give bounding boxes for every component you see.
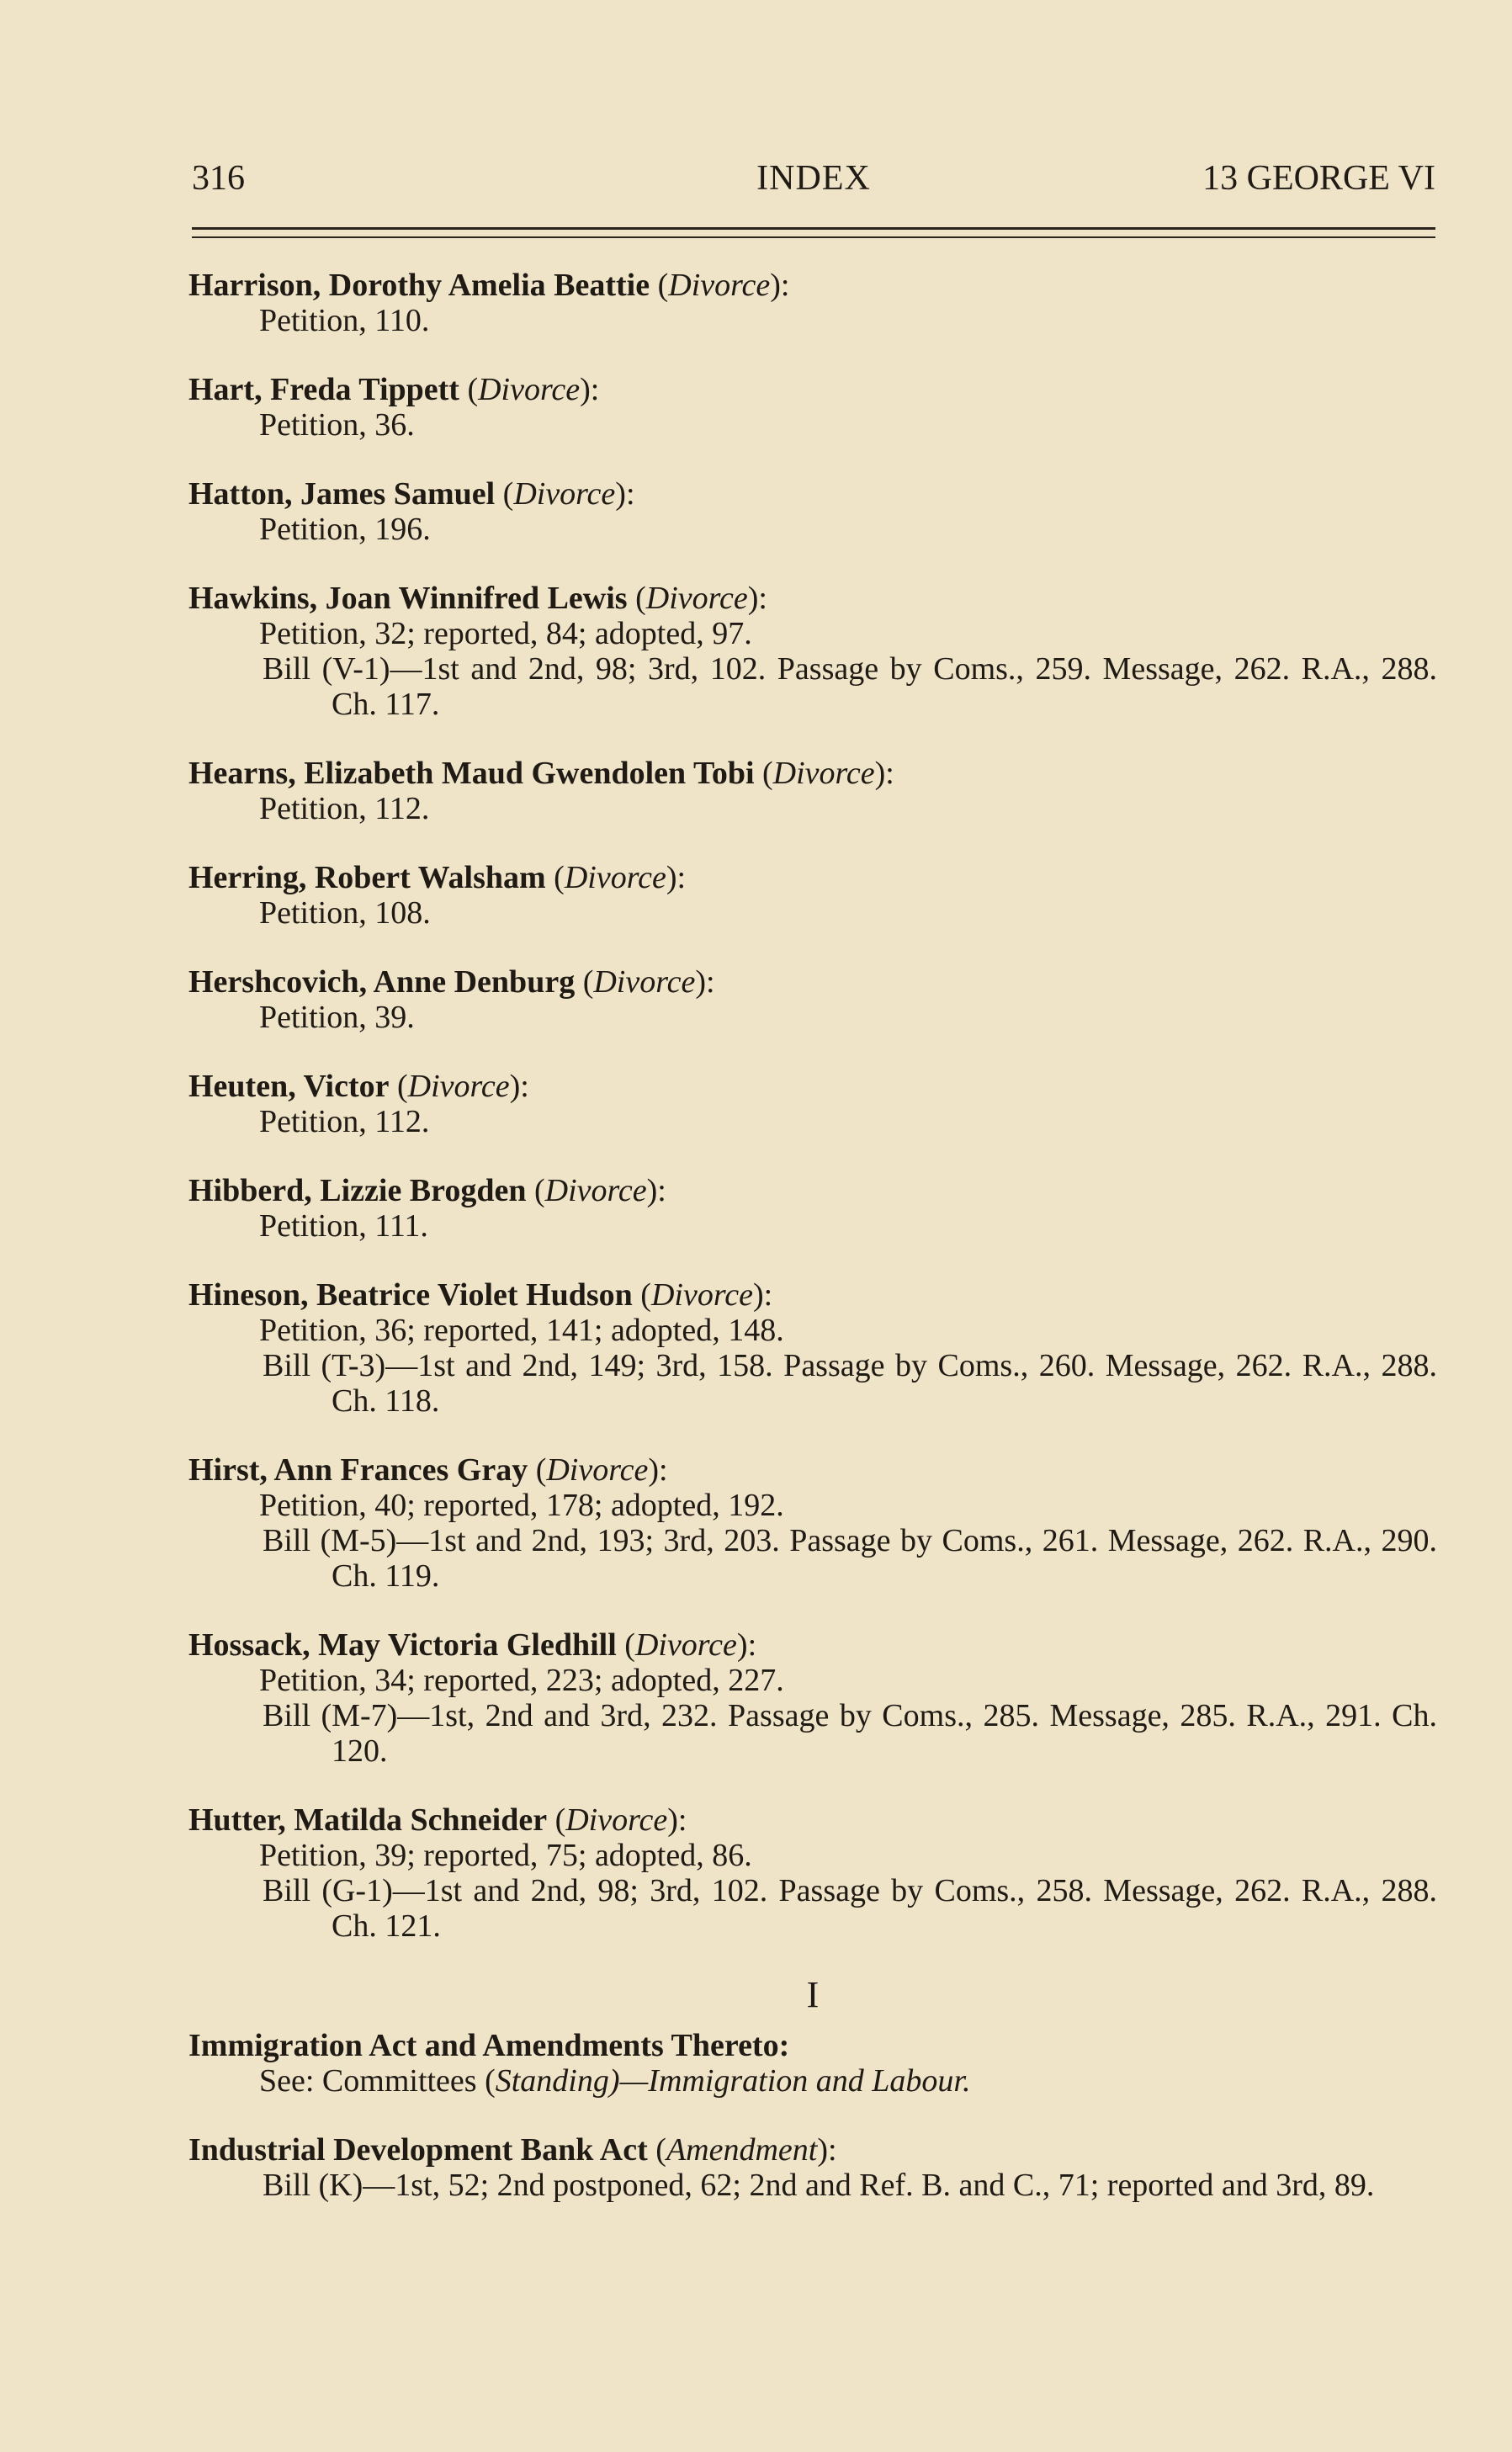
see-rest: )—Immigration and Labour. xyxy=(608,2063,971,2099)
index-entry: Hawkins, Joan Winnifred Lewis (Divorce): Petition, 32; reported, 84; adopted, 97. Bill (V-1)—1st and 2nd, 98; 3rd, 102. Passage by Coms., 259. Message, 262. R.A., 288. Ch. 117. xyxy=(188,581,1437,722)
entry-petition: Petition, 112. xyxy=(259,1104,430,1139)
entry-bill: Bill (T-3)—1st and 2nd, 149; 3rd, 158. Passage by Coms., 260. Message, 262. R.A., 288. Ch. 118. xyxy=(263,1348,1437,1419)
entry-petition: Petition, 34; reported, 223; adopted, 227. xyxy=(259,1663,784,1698)
entry-bill: Bill (M-5)—1st and 2nd, 193; 3rd, 203. Passage by Coms., 261. Message, 262. R.A., 290. Ch. 119. xyxy=(263,1523,1437,1594)
entry-category: Divorce xyxy=(593,964,696,1000)
entry-category: Divorce xyxy=(565,1802,668,1838)
entry-name: Heuten, Victor xyxy=(188,1069,390,1104)
entry-petition: Petition, 108. xyxy=(259,895,431,931)
section-letter: I xyxy=(806,1974,820,2015)
entry-see xyxy=(188,2063,1437,2099)
entry-category: Amendment xyxy=(666,2132,818,2168)
entry-name: Harrison, Dorothy Amelia Beattie xyxy=(188,268,650,303)
see-standing: Standing xyxy=(495,2063,609,2099)
entry-petition: Petition, 39; reported, 75; adopted, 86. xyxy=(259,1838,752,1873)
index-entry: Harrison, Dorothy Amelia Beattie (Divorce): Petition, 110. xyxy=(188,268,1437,338)
entry-bill: Bill (G-1)—1st and 2nd, 98; 3rd, 102. Passage by Coms., 258. Message, 262. R.A., 288. Ch. 121. xyxy=(263,1873,1437,1944)
entry-name: Hershcovich, Anne Denburg xyxy=(188,964,576,1000)
entry-bill: Bill (M-7)—1st, 2nd and 3rd, 232. Passage by Coms., 285. Message, 285. R.A., 291. Ch. 120. xyxy=(263,1698,1437,1769)
entry-category: Divorce xyxy=(513,476,616,512)
index-entry: Hirst, Ann Frances Gray (Divorce): Petition, 40; reported, 178; adopted, 192. Bill (M-5)—1st and 2nd, 193; 3rd, 203. Passage by Coms., 261. Message, 262. R.A., 290. Ch. 119. xyxy=(188,1452,1437,1594)
index-entry: Hershcovich, Anne Denburg (Divorce): Petition, 39. xyxy=(188,964,1437,1035)
entry-name: Hibberd, Lizzie Brogden xyxy=(188,1173,527,1208)
page-header xyxy=(192,158,1435,209)
index-content xyxy=(188,268,1437,2237)
entry-category: Divorce xyxy=(650,1277,753,1313)
see-prefix: See: Committees ( xyxy=(259,2063,496,2099)
index-entry: Hineson, Beatrice Violet Hudson (Divorce): Petition, 36; reported, 141; adopted, 148. Bill (T-3)—1st and 2nd, 149; 3rd, 158. Passage by Coms., 260. Message, 262. R.A., 288. Ch. 118. xyxy=(188,1277,1437,1419)
entry-name: Hossack, May Victoria Gledhill xyxy=(188,1627,617,1663)
entry-bill: Bill (V-1)—1st and 2nd, 98; 3rd, 102. Passage by Coms., 259. Message, 262. R.A., 288. Ch. 117. xyxy=(263,651,1437,722)
entry-category: Divorce xyxy=(544,1173,647,1208)
entry-petition: Petition, 32; reported, 84; adopted, 97. xyxy=(259,616,752,651)
index-entry: Hatton, James Samuel (Divorce): Petition, 196. xyxy=(188,476,1437,547)
index-entry: Hutter, Matilda Schneider (Divorce): Petition, 39; reported, 75; adopted, 86. Bill (G-1)—1st and 2nd, 98; 3rd, 102. Passage by Coms., 258. Message, 262. R.A., 288. Ch. 121. xyxy=(188,1802,1437,1944)
entry-petition: Petition, 36; reported, 141; adopted, 148. xyxy=(259,1313,784,1348)
index-entry: Industrial Development Bank Act (Amendment): Bill (K)—1st, 52; 2nd postponed, 62; 2nd and Ref. B. and C., 71; reported and 3rd, 89. xyxy=(188,2132,1437,2203)
entry-name: Immigration Act and Amendments Thereto: xyxy=(188,2028,790,2063)
index-entry: Heuten, Victor (Divorce): Petition, 112. xyxy=(188,1069,1437,1139)
index-entry xyxy=(188,2028,1437,2099)
page-title: INDEX xyxy=(756,159,871,198)
entry-petition: Petition, 111. xyxy=(259,1208,428,1244)
entry-category: Divorce xyxy=(546,1452,649,1488)
entry-category: Divorce xyxy=(564,860,666,895)
entry-category: Divorce xyxy=(634,1627,737,1663)
entry-name: Hutter, Matilda Schneider xyxy=(188,1802,548,1838)
entry-petition: Petition, 36. xyxy=(259,407,415,443)
index-entry: Herring, Robert Walsham (Divorce): Petition, 108. xyxy=(188,860,1437,931)
header-rule-top xyxy=(192,227,1435,230)
page-number: 316 xyxy=(192,159,245,198)
index-entry: Hossack, May Victoria Gledhill (Divorce): Petition, 34; reported, 223; adopted, 227. Bill (M-7)—1st, 2nd and 3rd, 232. Passage by Coms., 285. Message, 285. R.A., 291. Ch. 120. xyxy=(188,1627,1437,1769)
entry-name: Herring, Robert Walsham xyxy=(188,860,546,895)
header-rule-bottom xyxy=(192,236,1435,238)
entry-name: Hearns, Elizabeth Maud Gwendolen Tobi xyxy=(188,756,755,791)
entry-name: Hawkins, Joan Winnifred Lewis xyxy=(188,581,628,616)
entry-petition: Petition, 196. xyxy=(259,512,431,547)
reign-label: 13 GEORGE VI xyxy=(1202,159,1435,198)
entry-name: Hirst, Ann Frances Gray xyxy=(188,1452,528,1488)
entry-petition: Petition, 110. xyxy=(259,303,430,338)
entry-name: Industrial Development Bank Act xyxy=(188,2132,648,2168)
entry-petition: Petition, 39. xyxy=(259,1000,415,1035)
entry-category: Divorce xyxy=(645,581,748,616)
entry-petition: Petition, 40; reported, 178; adopted, 192. xyxy=(259,1488,784,1523)
index-entry: Hearns, Elizabeth Maud Gwendolen Tobi (Divorce): Petition, 112. xyxy=(188,756,1437,826)
entry-name: Hineson, Beatrice Violet Hudson xyxy=(188,1277,633,1313)
entry-category: Divorce xyxy=(772,756,875,791)
index-entry: Hibberd, Lizzie Brogden (Divorce): Petition, 111. xyxy=(188,1173,1437,1244)
entry-category: Divorce xyxy=(407,1069,510,1104)
entry-petition: Petition, 112. xyxy=(259,791,430,826)
entry-category: Divorce xyxy=(668,268,771,303)
entry-name: Hatton, James Samuel xyxy=(188,476,496,512)
index-entry: Hart, Freda Tippett (Divorce): Petition, 36. xyxy=(188,372,1437,443)
entry-category: Divorce xyxy=(478,372,581,407)
entry-name: Hart, Freda Tippett xyxy=(188,372,459,407)
entry-bill: Bill (K)—1st, 52; 2nd postponed, 62; 2nd and Ref. B. and C., 71; reported and 3rd, 89. xyxy=(263,2168,1375,2203)
